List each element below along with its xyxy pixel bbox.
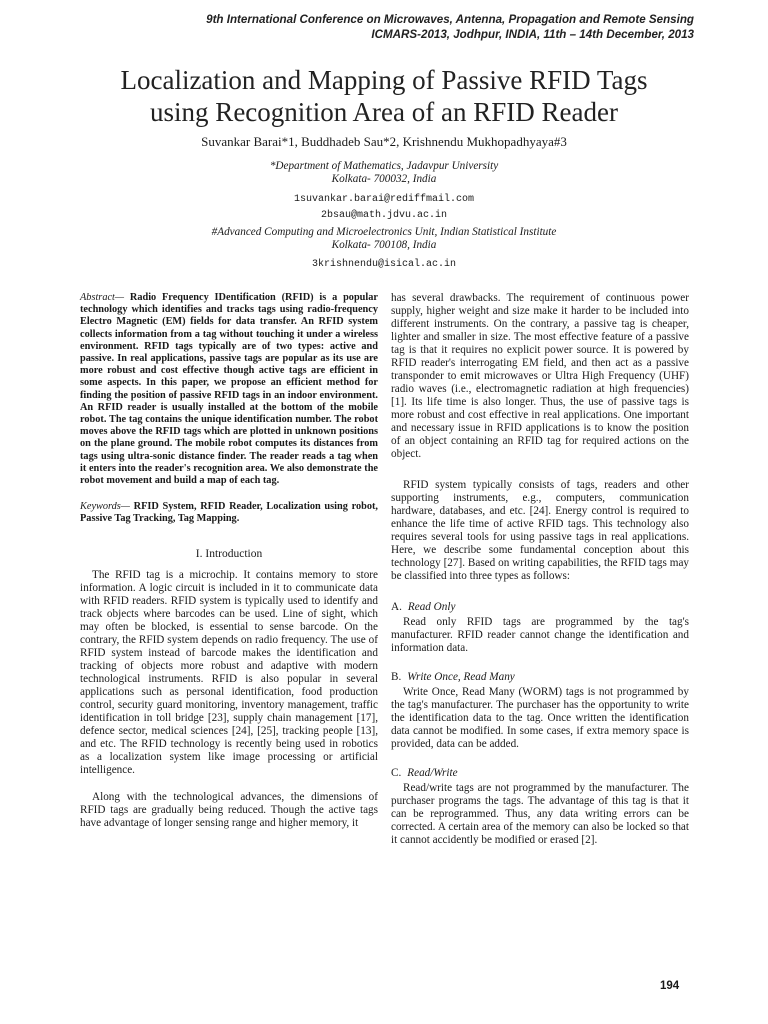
page-number: 194 [660, 980, 680, 992]
subsection-text-read-write: Read/write tags are not programmed by the manufacturer. The purchaser programs the tags. The advantage of this tag is that it can be reprogrammed. Thus, any data writing errors can be corrected. A certain area of the memory can also be locked so that it cannot accidently be modified or erased [2]. [391, 782, 689, 846]
affiliation-2-dept: #Advanced Computing and Microelectronics Unit, Indian Statistical Institute [211, 226, 557, 238]
abstract [80, 292, 378, 487]
subsection-text-worm: Write Once, Read Many (WORM) tags is not programmed by the tag's manufacturer. The purchaser has the opportunity to write the identification data to the tag. Once written the identification data cannot be modified. In some cases, if extra memory space is provided, data can be added. [391, 686, 689, 750]
email-2: 2bsau@math.jdvu.ac.in [320, 210, 448, 221]
right-column [391, 292, 689, 847]
conference-venue-date: ICMARS-2013, Jodhpur, INDIA, 11th – 14th December, 2013 [371, 28, 694, 41]
title-line-2: using Recognition Area of an RFID Reader [150, 97, 618, 127]
intro-paragraph-1: The RFID tag is a microchip. It contains memory to store information. A logic circuit is included in it to communicate data with RFID readers. RFID system is typically used to identify and track objects where barcodes can be used. Line of sight, which may often be blocked, is essential to sense barcode. On the contrary, the RFID system depends on radio frequency. The use of RFID system instead of barcode makes the identification and tracking of objects more robust and adaptive with modern technological instruments. RFID is also popular in several applications such as personal identification, food production control, security guard monitoring, inventory management, traffic identification in toll bridge [23], supply chain management [17], defence sector, medical sciences [24], [25], tracking people [13], and etc. The RFID technology is recently being used in robotics as a localization system like image processing or artificial intelligence. [80, 568, 378, 776]
keywords [80, 501, 378, 525]
affiliation-2 [40, 226, 728, 252]
abstract-label: Abstract— [80, 292, 125, 303]
subsection-heading-worm: B. Write Once, Read Many [391, 671, 515, 683]
subsection-heading-read-only: A. Read Only [391, 601, 456, 613]
subsection-heading-read-write: C. Read/Write [391, 767, 458, 779]
affiliation-1-city: Kolkata- 700032, India [331, 173, 437, 185]
title-line-1: Localization and Mapping of Passive RFID Tags [120, 65, 648, 95]
right-paragraph-1: has several drawbacks. The requirement of continuous power supply, higher weight and size make it harder to be included into different instruments. On the contrary, a passive tag is cheaper, lighter and smaller in size. The most effective feature of a passive tag is that it requires no explicit power source. It is powered by RFID reader's interrogating EM field, and then act as a passive transponder to emit microwaves or Ultra High Frequency (UHF) radio waves (i.e., electromagnetic radiation at high frequencies) [1]. Its life time is also longer. Thus, the use of passive tags is more robust and cost effective in real applications. One important and necessary issue in RFID applications is to know the position of an object containing an RFID tag for required actions on the object. [391, 292, 689, 460]
affiliation-2-city: Kolkata- 700108, India [331, 239, 437, 251]
keywords-text: RFID System, RFID Reader, Localization using robot, Passive Tag Tracking, Tag Mapping. [80, 501, 378, 525]
conference-name: 9th International Conference on Microwaves, Antenna, Propagation and Remote Sensing [206, 13, 694, 26]
affiliation-1 [40, 160, 728, 186]
paper-title [40, 64, 728, 128]
right-paragraph-2: RFID system typically consists of tags, readers and other supporting instruments, e.g., computers, communication hardware, databases, and etc. [24]. Energy control is required to enhance the life time of active RFID tags. This technology also requires several tools for using passive tags in real applications. Here, we describe some fundamental conception about this technology [27]. Based on writing capabilities, the RFID tags may be classified into three types as follows: [391, 479, 689, 582]
intro-paragraph-2: Along with the technological advances, the dimensions of RFID tags are gradually being reduced. Though the active tags have advantage of longer sensing range and higher memory, it [80, 790, 378, 829]
subsection-text-read-only: Read only RFID tags are programmed by the tag's manufacturer. RFID reader cannot change the identification and information data. [391, 616, 689, 654]
abstract-text: Radio Frequency IDentification (RFID) is a popular technology which identifies and tracks tags using radio-frequency Electro Magnetic (EM) fields for data transfer. An RFID system collects information from a tag without touching it under a wireless environment. RFID tags typically are of two types: active and passive. In real applications, passive tags are popular as its use are more robust and cost effective though active tags are efficient in some aspects. In this paper, we propose an efficient method for finding the position of passive RFID tags in an indoor environment. An RFID reader is usually installed at the bottom of the mobile robot. The tag contains the unique identification number. The robot moves above the RFID tags which are plotted in unknown positions on the plane ground. The mobile robot computes its distances from tags using ultra-sonic distance finder. The reader reads a tag when it enters into the reader's recognition area. We also demonstrate the robot movement and build a map of each tag. [80, 292, 378, 487]
email-1: 1suvankar.barai@rediffmail.com [293, 194, 475, 205]
conference-header [206, 12, 694, 42]
keywords-label: Keywords— [80, 501, 130, 513]
affiliation-1-dept: *Department of Mathematics, Jadavpur University [269, 160, 499, 172]
left-column [80, 292, 378, 830]
section-heading-introduction: I. Introduction [195, 547, 263, 560]
author-list: Suvankar Barai*1, Buddhadeb Sau*2, Krishnendu Mukhopadhyaya#3 [201, 134, 567, 149]
email-3: 3krishnendu@isical.ac.in [311, 259, 457, 270]
